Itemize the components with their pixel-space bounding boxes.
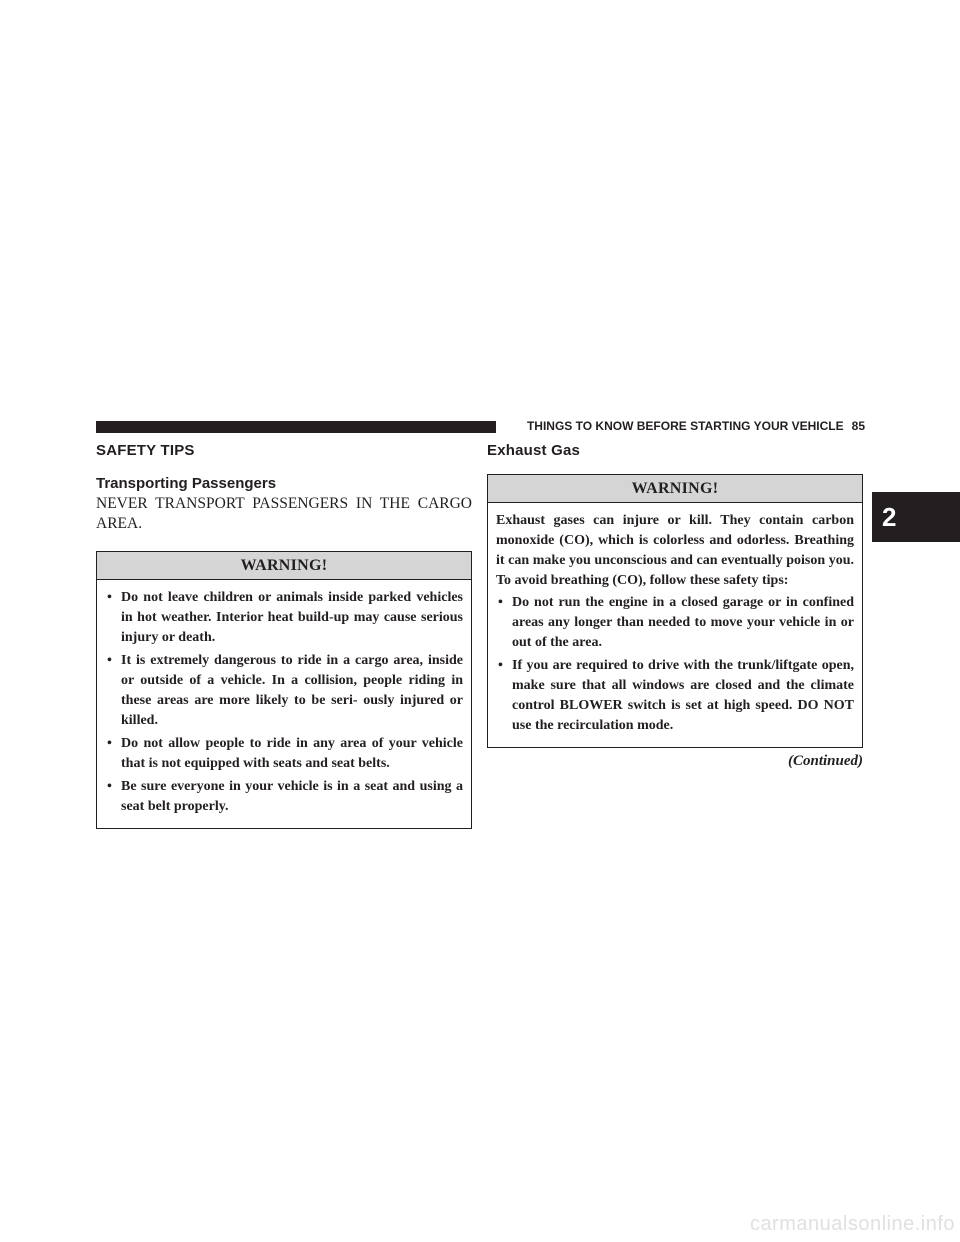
intro-text: NEVER TRANSPORT PASSENGERS IN THE CARGO AREA. <box>96 495 472 532</box>
bullet-icon: • <box>107 736 112 751</box>
warning-bullet <box>105 777 463 817</box>
warning-body <box>97 580 471 828</box>
warning-bullet <box>105 734 463 774</box>
warning-body <box>488 503 862 747</box>
bullet-text: Be sure everyone in your vehicle is in a seat and using a seat belt properly. <box>121 779 463 814</box>
warning-title: WARNING! <box>488 475 862 503</box>
warning-bullet <box>105 588 463 648</box>
warning-list <box>496 593 854 736</box>
warning-box <box>487 474 863 748</box>
bullet-text: Do not allow people to ride in any area of your vehicle that is not equipped with seats and seat belts. <box>121 736 463 771</box>
section-title: SAFETY TIPS <box>96 442 195 459</box>
continued-note: (Continued) <box>787 753 863 769</box>
bullet-text: Do not run the engine in a closed garage or in confined areas any longer than needed to move your vehicle in or out of the area. <box>512 595 854 650</box>
bullet-text: It is extremely dangerous to ride in a cargo area, inside or outside of a vehicle. In a collision, people riding in these areas are more likely to be seri- ously injured or killed. <box>121 653 463 728</box>
left-column <box>96 440 472 829</box>
warning-intro: Exhaust gases can injure or kill. They contain carbon monoxide (CO), which is colorless and odorless. Breathing it can make you unconscious and can eventually poison you. To avoid breathing (CO), follow these safety tips: <box>496 513 854 588</box>
bullet-icon: • <box>107 779 112 794</box>
bullet-icon: • <box>107 590 112 605</box>
warning-list <box>105 588 463 817</box>
bullet-text: If you are required to drive with the trunk/liftgate open, make sure that all windows are closed and the climate control BLOWER switch is set at high speed. DO NOT use the recirculation mode. <box>512 658 854 733</box>
section-title: Exhaust Gas <box>487 442 581 459</box>
header-title: THINGS TO KNOW BEFORE STARTING YOUR VEHICLE <box>526 419 844 433</box>
header-rule <box>96 421 496 433</box>
watermark: carmanualsonline.info <box>749 1213 955 1235</box>
subheading: Transporting Passengers <box>96 475 277 492</box>
running-header <box>505 418 865 434</box>
warning-bullet <box>105 651 463 731</box>
warning-title: WARNING! <box>97 552 471 580</box>
bullet-text: Do not leave children or animals inside parked vehicles in hot weather. Interior heat build-up may cause serious injury or death. <box>121 590 463 645</box>
warning-box <box>96 551 472 829</box>
warning-bullet <box>496 656 854 736</box>
right-column <box>487 440 863 771</box>
bullet-icon: • <box>107 653 112 668</box>
chapter-tab: 2 <box>872 492 960 542</box>
bullet-icon: • <box>498 658 503 673</box>
page-number: 85 <box>851 419 865 433</box>
warning-bullet <box>496 593 854 653</box>
bullet-icon: • <box>498 595 503 610</box>
